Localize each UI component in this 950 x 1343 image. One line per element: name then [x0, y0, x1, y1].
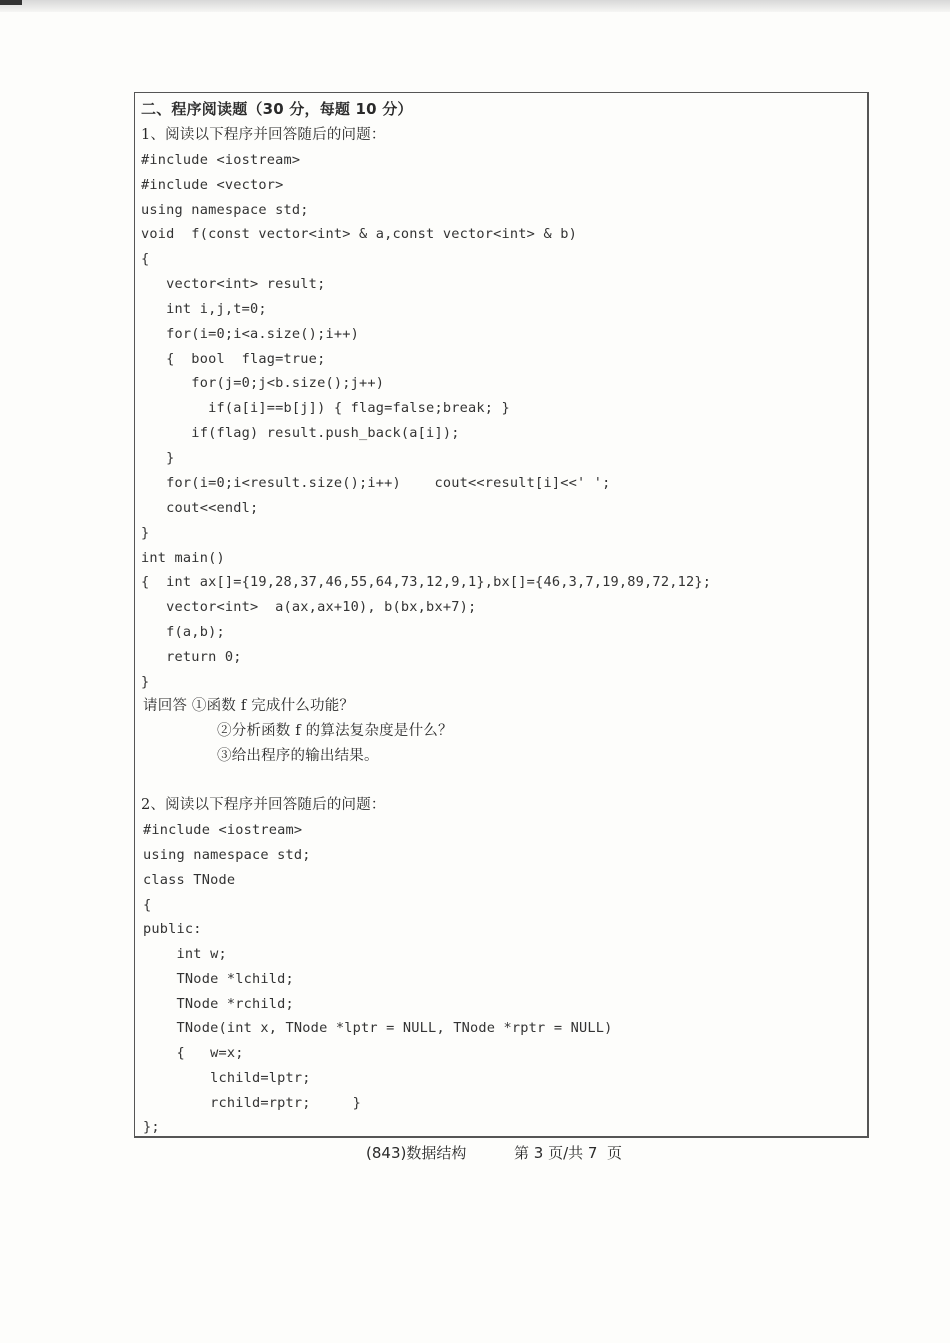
q2-code-line: public: [143, 921, 202, 937]
q1-code-line: vector<int> a(ax,ax+10), b(bx,bx+7); [141, 599, 477, 615]
q2-code-line: rchild=rptr; } [143, 1095, 361, 1111]
q1-code-line: } [141, 674, 150, 690]
footer-subject: (843)数据结构 [366, 1144, 467, 1162]
q1-code-line: int i,j,t=0; [141, 301, 267, 317]
q2-code-line: TNode(int x, TNode *lptr = NULL, TNode *rptr = NULL) [143, 1020, 613, 1036]
q1-code-line: { [141, 251, 150, 267]
q1-code-line: if(a[i]==b[j]) { flag=false;break; } [141, 400, 510, 416]
q1-code-line: f(a,b); [141, 624, 225, 640]
q2-code-line: #include <iostream> [143, 822, 303, 838]
scan-edge [0, 0, 950, 12]
q1-code-line: for(i=0;i<a.size();i++) [141, 326, 359, 342]
footer-page-number: 第 3 页/共 7 页 [514, 1144, 622, 1162]
q2-code-line: { w=x; [143, 1045, 244, 1061]
q1-code-line: } [141, 450, 175, 466]
q2-code-line: { [143, 897, 152, 913]
q1-code-line: for(i=0;i<result.size();i++) cout<<result[i]<<' '; [141, 475, 611, 491]
q1-question: 请回答 ①函数 f 完成什么功能？ [143, 698, 355, 714]
q1-question: ②分析函数 f 的算法复杂度是什么？ [217, 723, 453, 739]
q1-code-line: { int ax[]={19,28,37,46,55,64,73,12,9,1},bx[]={46,3,7,19,89,72,12}; [141, 574, 712, 590]
exam-content-frame [134, 92, 869, 1138]
q2-code-line: }; [143, 1119, 160, 1135]
q2-code-line: TNode *rchild; [143, 996, 294, 1012]
q2-code-line: class TNode [143, 872, 236, 888]
q1-code-line: if(flag) result.push_back(a[i]); [141, 425, 460, 441]
q1-intro: 1、阅读以下程序并回答随后的问题： [141, 127, 386, 143]
q1-code-line: } [141, 525, 150, 541]
q2-code-line: using namespace std; [143, 847, 311, 863]
q1-code-line: #include <iostream> [141, 152, 301, 168]
q1-code-line: void f(const vector<int> & a,const vector<int> & b) [141, 226, 577, 242]
q1-code-line: int main() [141, 550, 225, 566]
q1-code-line: { bool flag=true; [141, 351, 326, 367]
q1-code-line: #include <vector> [141, 177, 284, 193]
q1-code-line: using namespace std; [141, 202, 309, 218]
q1-code-line: cout<<endl; [141, 500, 259, 516]
q2-code-line: TNode *lchild; [143, 971, 294, 987]
q1-code-line: for(j=0;j<b.size();j++) [141, 375, 385, 391]
section-title: 二、程序阅读题（30 分，每题 10 分） [141, 100, 413, 118]
scan-mark [0, 0, 22, 5]
q2-code-line: lchild=lptr; [143, 1070, 311, 1086]
q2-code-line: int w; [143, 946, 227, 962]
q1-question: ③给出程序的输出结果。 [217, 748, 379, 764]
q1-code-line: vector<int> result; [141, 276, 326, 292]
q1-code-line: return 0; [141, 649, 242, 665]
q2-intro: 2、阅读以下程序并回答随后的问题： [141, 797, 386, 813]
